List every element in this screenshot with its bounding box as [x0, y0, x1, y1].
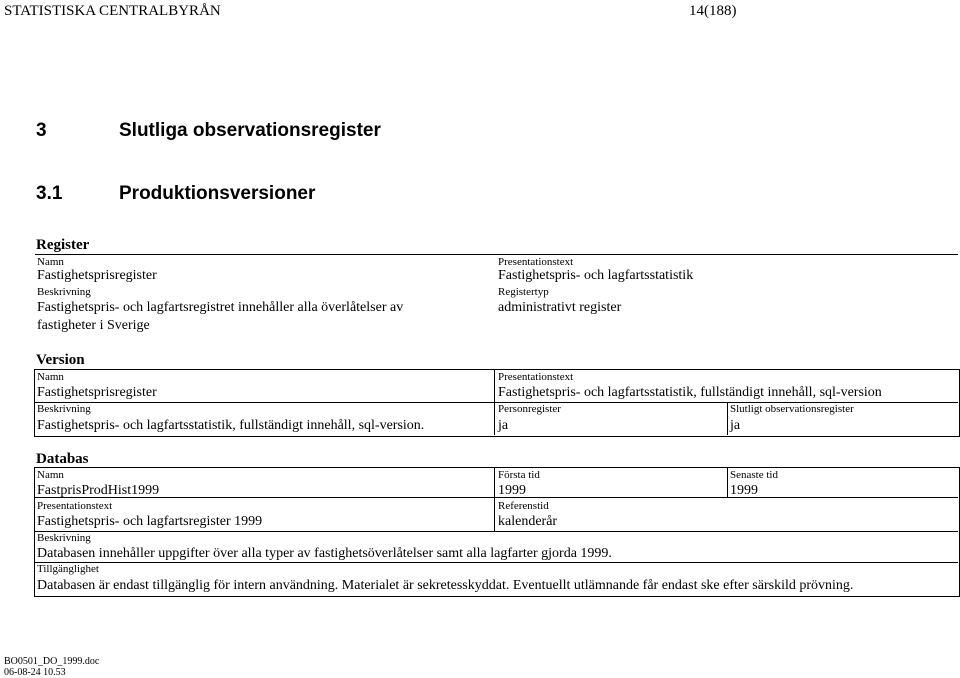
databas-forsta-tid-value: 1999: [498, 483, 526, 498]
register-beskrivning-line1: Fastighetspris- och lagfartsregistret innehåller alla överlåtelser av: [37, 300, 404, 315]
register-beskrivning-label: Beskrivning: [37, 286, 91, 298]
version-slutligt-value: ja: [730, 418, 741, 433]
version-beskrivning-value: Fastighetspris- och lagfartsstatistik, fullständigt innehåll, sql-version.: [37, 418, 425, 433]
register-registertyp-value: administrativt register: [498, 300, 622, 315]
version-slutligt-label: Slutligt observationsregister: [730, 403, 854, 415]
version-presentationstext-value: Fastighetspris- och lagfartsstatistik, fullständigt innehåll, sql-version: [498, 385, 882, 400]
databas-row-divider-2: [34, 531, 958, 532]
databas-beskrivning-value: Databasen innehåller uppgifter över alla typer av fastighetsöverlåtelser samt alla lagfarter gjorda 1999.: [37, 546, 612, 561]
databas-referenstid-label: Referenstid: [498, 500, 549, 512]
databas-senaste-tid-label: Senaste tid: [730, 469, 778, 481]
register-namn-value: Fastighetsprisregister: [37, 268, 157, 283]
footer-filename: BO0501_DO_1999.doc: [4, 656, 100, 667]
databas-senaste-tid-value: 1999: [730, 483, 758, 498]
version-col-divider: [494, 369, 495, 435]
databas-beskrivning-label: Beskrivning: [37, 532, 91, 544]
databas-row-divider-1: [34, 497, 958, 498]
header-page-number: 14(188): [689, 3, 737, 19]
header-org: STATISTISKA CENTRALBYRÅN: [4, 3, 221, 19]
databas-row-divider-3: [34, 562, 958, 563]
version-col-divider-2: [727, 402, 728, 435]
register-title: Register: [36, 237, 90, 253]
register-namn-label: Namn: [37, 256, 64, 268]
databas-presentationstext-value: Fastighetspris- och lagfartsregister 1999: [37, 514, 263, 529]
version-personregister-value: ja: [498, 418, 509, 433]
register-beskrivning-line2: fastigheter i Sverige: [37, 318, 150, 333]
version-title: Version: [36, 352, 85, 368]
footer-timestamp: 06-08-24 10.53: [4, 667, 66, 678]
register-presentationstext-label: Presentationstext: [498, 256, 574, 268]
register-registertyp-label: Registertyp: [498, 286, 549, 298]
chapter-title: Slutliga observationsregister: [119, 120, 381, 141]
version-beskrivning-label: Beskrivning: [37, 403, 91, 415]
databas-forsta-tid-label: Första tid: [498, 469, 540, 481]
databas-col-divider: [494, 467, 495, 531]
section-number: 3.1: [36, 183, 63, 204]
databas-referenstid-value: kalenderår: [498, 514, 558, 529]
version-namn-label: Namn: [37, 371, 64, 383]
databas-namn-value: FastprisProdHist1999: [37, 483, 160, 498]
version-presentationstext-label: Presentationstext: [498, 371, 574, 383]
register-top-rule: [35, 254, 958, 255]
databas-presentationstext-label: Presentationstext: [37, 500, 113, 512]
databas-tillganglighet-value: Databasen är endast tillgänglig för intern användning. Materialet är sekretesskyddat. Eventuellt utlämnande får endast ske efter särskild prövning.: [37, 578, 854, 593]
chapter-number: 3: [36, 120, 47, 141]
databas-title: Databas: [36, 451, 89, 467]
section-title: Produktionsversioner: [119, 183, 316, 204]
databas-col-divider-2: [727, 467, 728, 497]
version-personregister-label: Personregister: [498, 403, 561, 415]
version-namn-value: Fastighetsprisregister: [37, 385, 157, 400]
databas-tillganglighet-label: Tillgänglighet: [37, 563, 99, 575]
databas-namn-label: Namn: [37, 469, 64, 481]
register-presentationstext-value: Fastighetspris- och lagfartsstatistik: [498, 268, 694, 283]
